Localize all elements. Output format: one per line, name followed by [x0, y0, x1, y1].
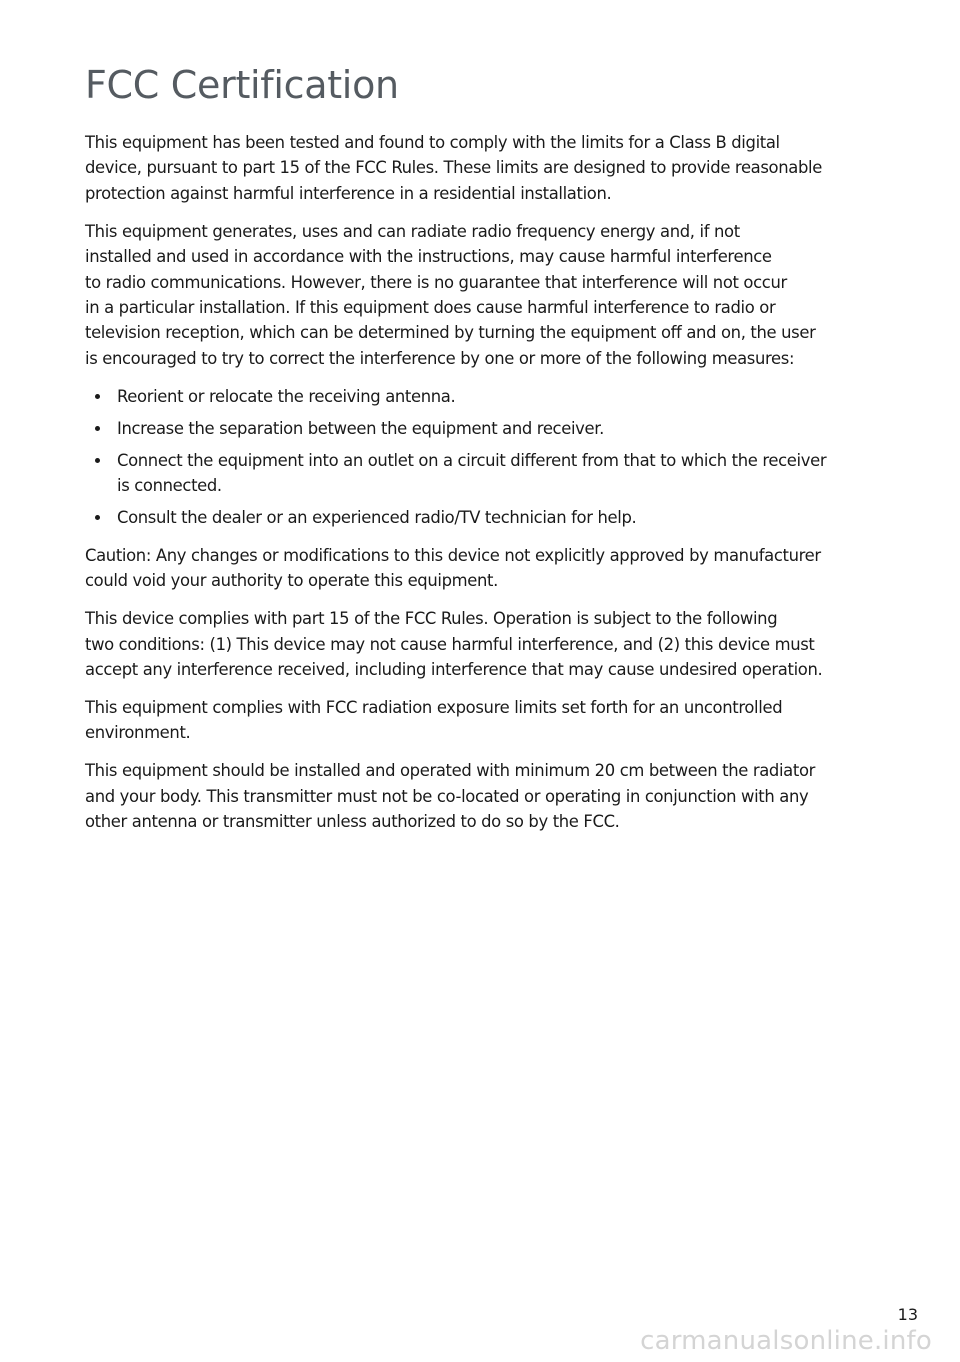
- text-line: Increase the separation between the equipment and receiver.: [117, 418, 604, 438]
- paragraph-installation-distance: [85, 758, 885, 834]
- list-item: [85, 505, 885, 530]
- text-line: Connect the equipment into an outlet on a circuit different from that to which the receiver: [117, 450, 827, 470]
- list-item: [85, 448, 885, 499]
- paragraph-radiation-exposure: [85, 695, 885, 746]
- text-line: This equipment complies with FCC radiation exposure limits set forth for an uncontrolled: [85, 698, 783, 717]
- text-line: television reception, which can be determined by turning the equipment off and on, the user: [85, 323, 816, 343]
- text-line: to radio communications. However, there is no guarantee that interference will not occur: [85, 272, 787, 292]
- paragraph-caution: [85, 543, 885, 594]
- text-line: This equipment has been tested and found to comply with the limits for a Class B digital: [85, 133, 780, 152]
- page-title: FCC Certification: [85, 63, 399, 107]
- list-item: [85, 416, 885, 441]
- text-line: accept any interference received, including interference that may cause undesired operation.: [85, 660, 823, 680]
- page-number: 13: [897, 1305, 918, 1324]
- text-line: Caution: Any changes or modifications to this device not explicitly approved by manufacturer: [85, 545, 821, 565]
- paragraph-class-b-compliance: [85, 130, 885, 206]
- text-line: environment.: [85, 723, 191, 743]
- text-line: is connected.: [117, 476, 222, 496]
- bullet-icon: [95, 394, 100, 399]
- text-line: other antenna or transmitter unless authorized to do so by the FCC.: [85, 812, 620, 832]
- text-line: This device complies with part 15 of the FCC Rules. Operation is subject to the following: [85, 609, 778, 629]
- bullet-icon: [95, 426, 100, 431]
- page-content: [85, 62, 885, 847]
- bullet-icon: [95, 458, 100, 463]
- text-line: is encouraged to try to correct the interference by one or more of the following measures:: [85, 348, 795, 368]
- text-line: Reorient or relocate the receiving antenna.: [117, 386, 456, 406]
- list-item: [85, 384, 885, 409]
- text-line: This equipment generates, uses and can radiate radio frequency energy and, if not: [85, 221, 740, 241]
- bullet-icon: [95, 515, 100, 520]
- text-line: device, pursuant to part 15 of the FCC Rules. These limits are designed to provide reasonable: [85, 158, 822, 178]
- watermark: carmanualsonline.info: [640, 1326, 932, 1356]
- measures-list: [85, 384, 885, 531]
- paragraph-part-15: [85, 606, 885, 682]
- text-line: and your body. This transmitter must not be co-located or operating in conjunction with any: [85, 786, 809, 806]
- text-line: protection against harmful interference in a residential installation.: [85, 183, 612, 203]
- paragraph-interference: [85, 219, 885, 371]
- text-line: could void your authority to operate this equipment.: [85, 571, 498, 591]
- text-line: This equipment should be installed and operated with minimum 20 cm between the radiator: [85, 761, 816, 781]
- text-line: installed and used in accordance with the instructions, may cause harmful interference: [85, 247, 772, 267]
- text-line: two conditions: (1) This device may not cause harmful interference, and (2) this device must: [85, 634, 815, 654]
- text-line: in a particular installation. If this equipment does cause harmful interference to radio or: [85, 297, 776, 317]
- text-line: Consult the dealer or an experienced radio/TV technician for help.: [117, 508, 637, 528]
